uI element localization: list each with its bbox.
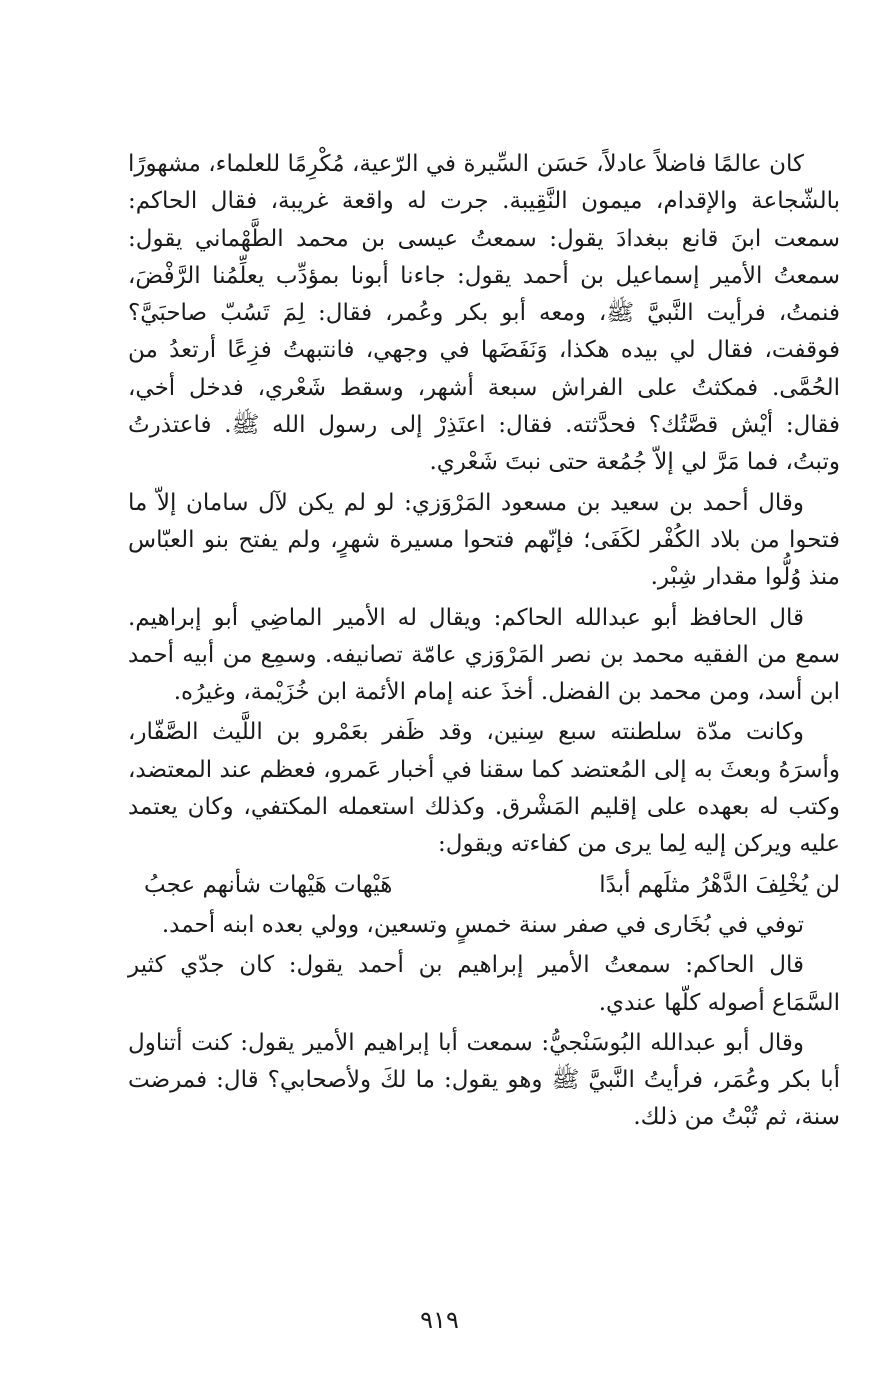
- verse-second-hemistich: هَيْهات هَيْهات شأنهم عجبُ: [144, 871, 393, 898]
- paragraph-marwazi-quote: وقال أحمد بن سعيد بن مسعود المَرْوَزي: لو لم يكن لآل سامان إلاّ ما فتحوا من بلاد الكُفْر لكَفَى؛ فإنّهم فتحوا مسيرة شهرٍ، ولم يفتح بنو العبّاس منذ وُلُّوا مقدار شِبْر.: [128, 489, 840, 591]
- verse-first-hemistich: لن يُخْلِفَ الدَّهْرُ مثلَهم أبدًا: [599, 871, 840, 898]
- paragraph-hakim-biography: قال الحافظ أبو عبدالله الحاكم: ويقال له الأمير الماضِي أبو إبراهيم. سمع من الفقيه محمد بن نصر المَرْوَزي عامّة تصانيفه. وسمِع من أبيه أحمد ابن أسد، ومن محمد بن الفضل. أخذَ عنه إمام الأئمة ابن خُزَيْمة، وغيرُه.: [128, 604, 840, 706]
- page-body: [128, 146, 840, 1140]
- poetry-verse: [128, 867, 840, 904]
- paragraph-reign: وكانت مدّة سلطنته سبع سِنين، وقد ظَفر بعَمْرو بن اللَّيث الصَّفّار، وأسرَهُ وبعثَ به إلى المُعتضد كما سقنا في أخبار عَمرو، فعظم عند المعتضد، وكتب له بعهده على إقليم المَشْرق. وكذلك استعمله المكتفي، وكان يعتمد عليه ويركن إليه لِما يرى من كفاءته ويقول:: [128, 719, 840, 858]
- paragraph-busanji-quote: وقال أبو عبدالله البُوسَنْجيُّ: سمعت أبا إبراهيم الأمير يقول: كنت أتناول أبا بكر وعُمَر، فرأيتُ النَّبيَّ ﷺ وهو يقول: ما لكَ ولأصحابي؟ قال: فمرضت سنة، ثم تُبْتُ من ذلك.: [128, 1029, 840, 1131]
- paragraph-death: توفي في بُخَارى في صفر سنة خمسٍ وتسعين، وولي بعده ابنه أحمد.: [161, 911, 804, 938]
- paragraph-ismail-dream: كان عالمًا فاضلاً عادلاً، حَسَن السِّيرة في الرّعية، مُكْرِمًا للعلماء، مشهورًا بالشّجاعة والإقدام، ميمون النَّقِيبة. جرت له واقعة غريبة، فقال الحاكم: سمعت ابنَ قانع ببغدادَ يقول: سمعتُ عيسى بن محمد الطَّهْماني يقول: سمعتُ الأمير إسماعيل بن أحمد يقول: جاءنا أبونا بمؤدِّب يعلِّمُنا الرَّفْضَ، فنمتُ، فرأيت النَّبيَّ ﷺ، ومعه أبو بكر وعُمر، فقال: لِمَ تَسُبّ صاحبَيَّ؟ فوقفت، فقال لي بيده هكذا، وَنَفَضَها في وجهي، فانتبهتُ فزِعًا أرتعدُ من الحُمَّى. فمكثتُ على الفراش سبعة أشهر، وسقط شَعْري، فدخل أخي، فقال: أيْش قصَّتُك؟ فحدَّثته. فقال: اعتَذِرْ إلى رسول الله ﷺ. فاعتذرتُ وتبتُ، فما مَرَّ لي إلاّ جُمُعة حتى نبتَ شَعْري.: [128, 151, 840, 476]
- paragraph-ibrahim-quote: قال الحاكم: سمعتُ الأمير إبراهيم بن أحمد يقول: كان جدّي كثير السَّمَاع أصوله كلّها عندي.: [128, 952, 840, 1016]
- page-number: ٩١٩: [420, 1306, 459, 1334]
